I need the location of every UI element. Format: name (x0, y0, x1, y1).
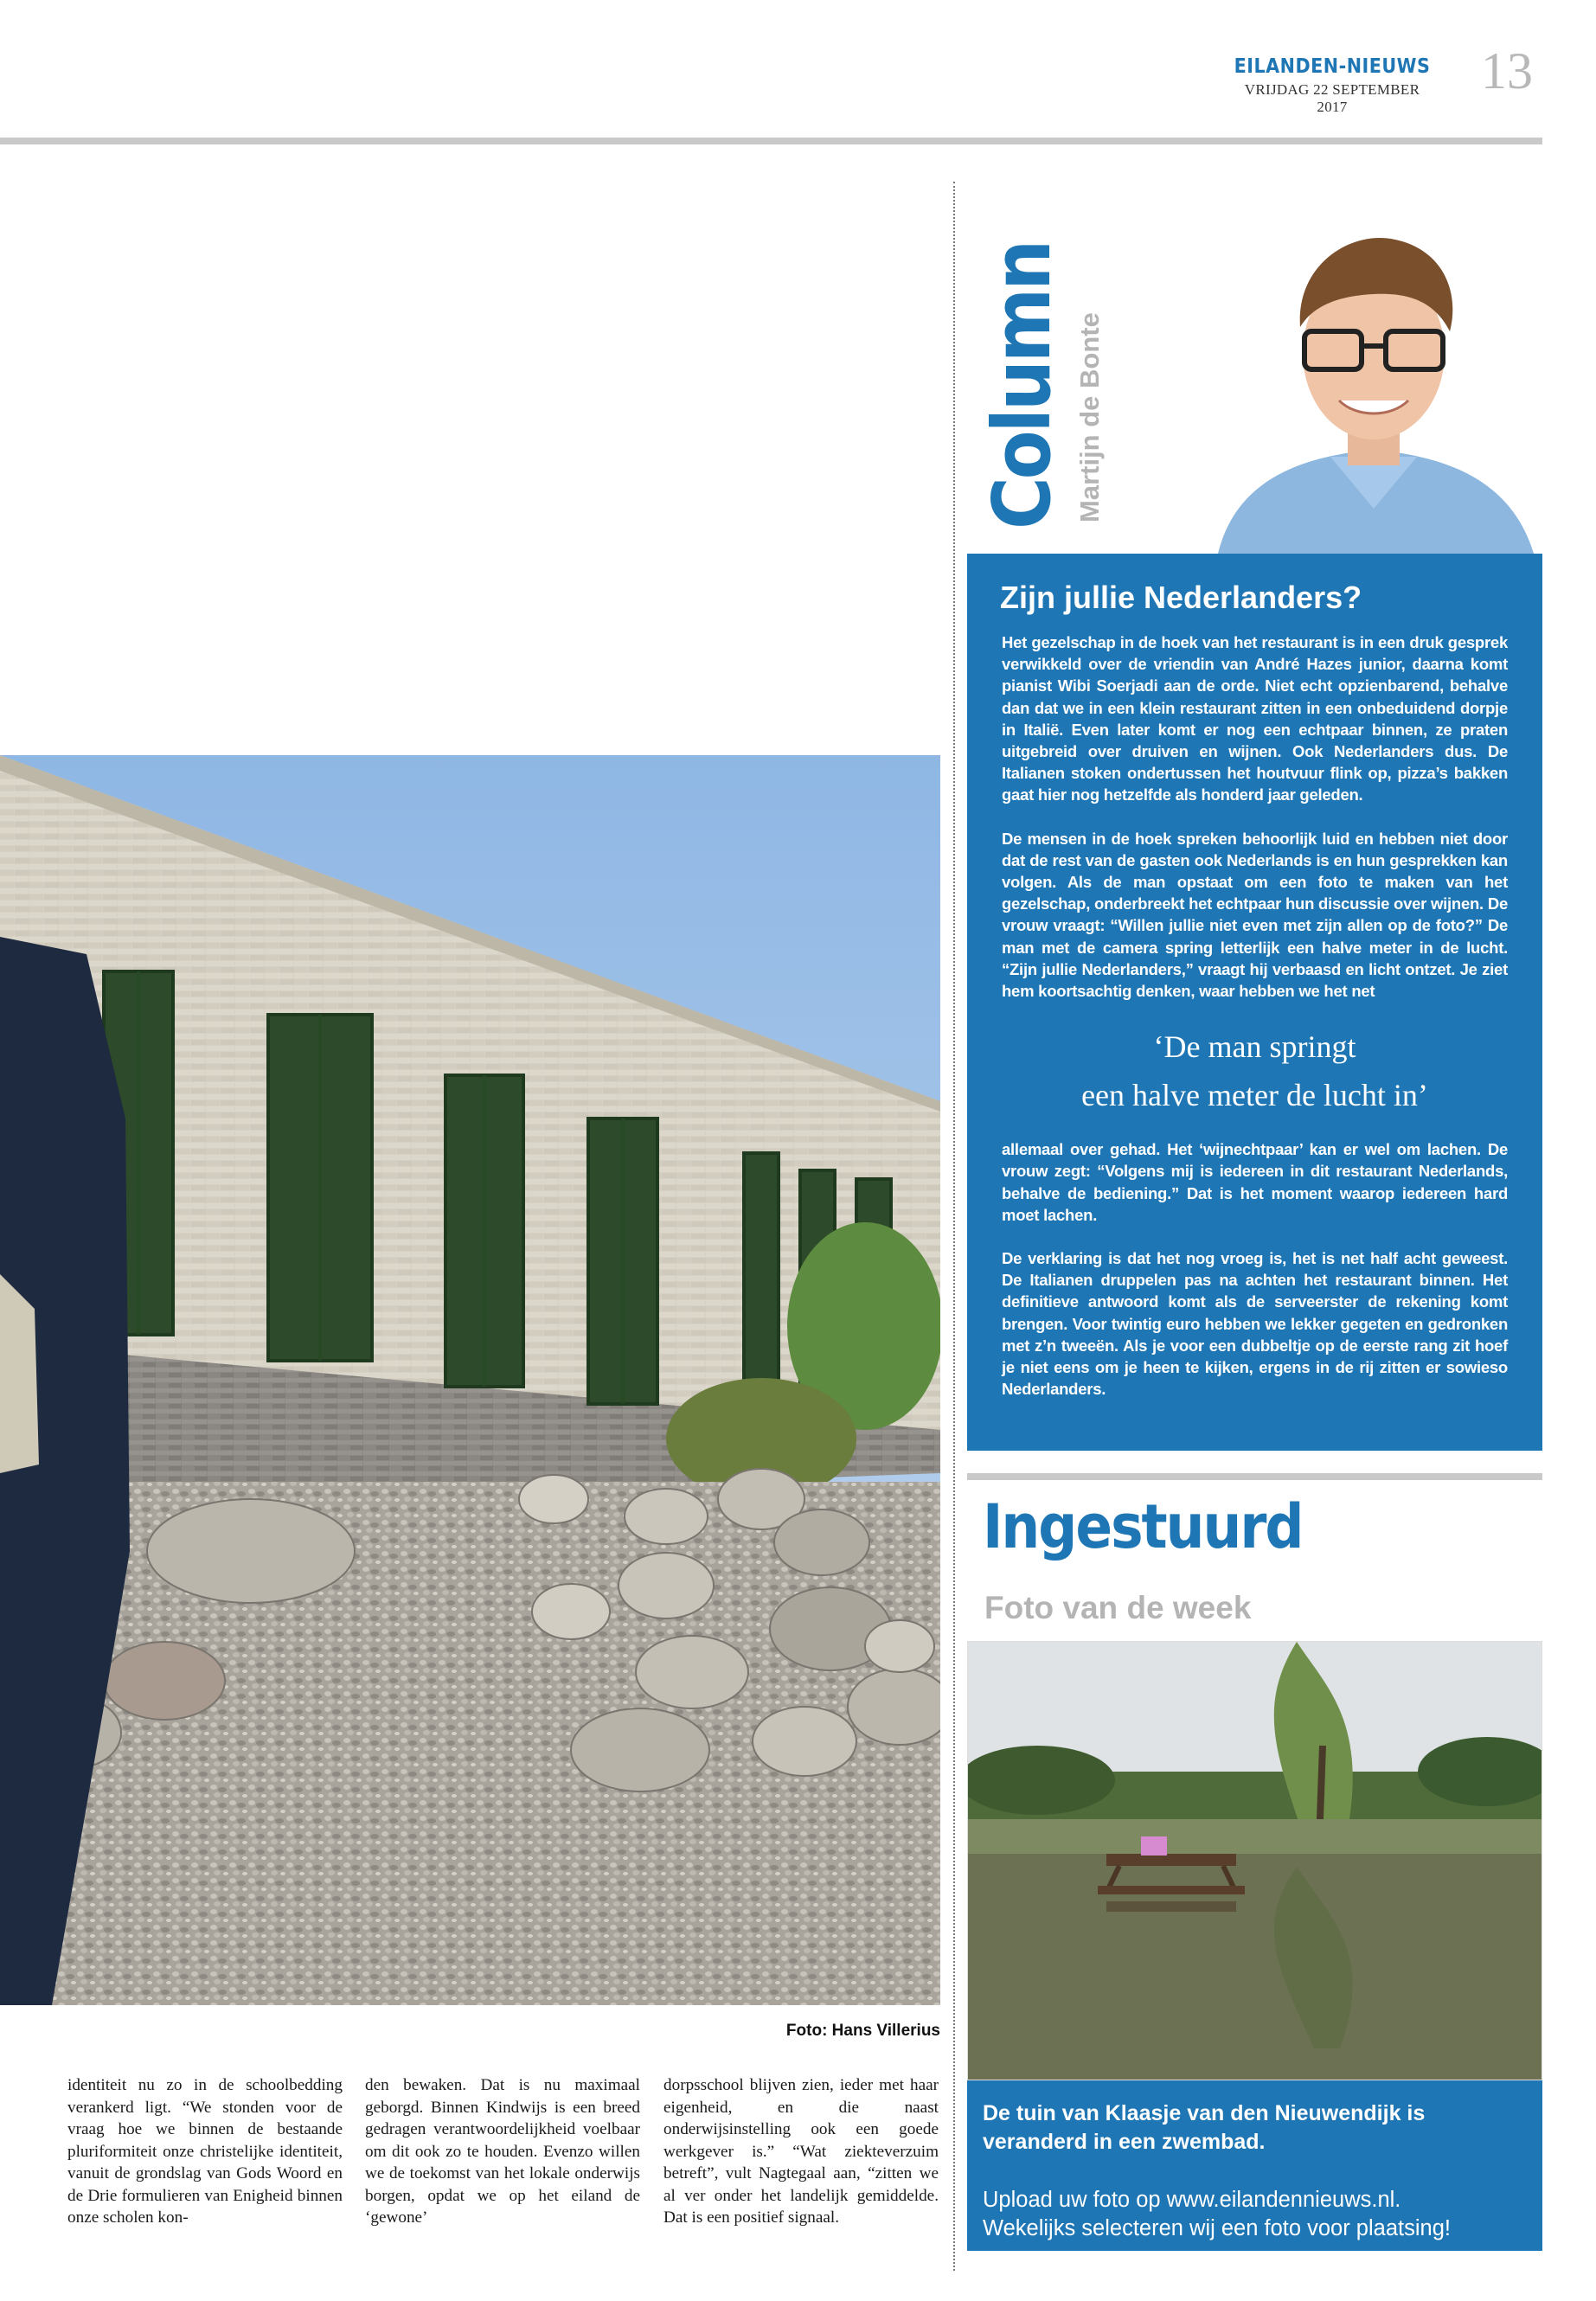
column-box (967, 554, 1542, 1451)
article-column-1: identiteit nu zo in de schoolbedding verankerd ligt. “We stonden voor de vraag hoe we binnen de bestaande pluriformiteit onze christelijke identiteit, vanuit de grondslag van Gods Woord en de Drie formulieren van Enigheid binnen onze scholen kon- (67, 2076, 343, 2227)
photo-caption-text: De tuin van Klaasje van den Nieuwendijk is veranderd in een zwembad. (983, 2101, 1426, 2154)
column-separator (953, 182, 955, 2271)
photo-of-the-week-caption (967, 2080, 1542, 2251)
column-title: Zijn jullie Nederlanders? (1000, 580, 1362, 615)
header-rule (0, 138, 1542, 144)
column-paragraph-3: allemaal over gehad. Het ‘wijnechtpaar’ kan er wel om lachen. De vrouw zegt: “Volgens mij is iedereen in dit restaurant Nederlands, behalve de bediening.” Dat is het moment waarop iedereen hard moet lachen. (1002, 1140, 1508, 1224)
ingestuurd-rule (967, 1473, 1542, 1480)
photo-of-the-week (967, 1641, 1542, 2080)
upload-line-2: Wekelijks selecteren wij een foto voor plaatsing! (983, 2216, 1451, 2240)
pull-quote-line-1: ‘De man springt (1153, 1029, 1356, 1065)
ingestuurd-subheading: Foto van de week (984, 1590, 1252, 1625)
photo-credit: Foto: Hans Villerius (785, 2022, 940, 2040)
main-article-photo (0, 755, 940, 2005)
pull-quote (1002, 1022, 1508, 1119)
column-author: Martijn de Bonte (1074, 312, 1105, 522)
upload-line-1: Upload uw foto op www.eilandennieuws.nl. (983, 2188, 1401, 2212)
issue-date: VRIJDAG 22 SEPTEMBER 2017 (1244, 81, 1420, 115)
column-heading: Column (976, 241, 1068, 529)
article-column-2: den bewaken. Dat is nu maximaal geborgd. Binnen Kindwijs is een breed gedragen verantwoordelijkheid voelbaar om dit ook zo te houden. Evenzo willen we de toekomst van het lokale onderwijs borgen, opdat we op het eiland de ‘gewone’ (365, 2076, 640, 2227)
column-paragraph-4: De verklaring is dat het nog vroeg is, het is net half acht geweest. De Italianen druppelen pas na achten het restaurant binnen. Het definitieve antwoord komt als de serveerster de rekening komt brengen. Voor twintig euro hebben we lekker gegeten en gedronken met z’n tweeën. Als je voor een dubbeltje op de eerste rang zit hoef je niet eens om je heen te kijken, ergens in de rij zitten er sowieso Nederlanders. (1002, 1249, 1508, 1399)
newspaper-logo: EILANDEN-NIEUWS (1234, 55, 1431, 78)
masthead (1228, 55, 1436, 116)
author-portrait (1201, 223, 1542, 554)
ingestuurd-heading: Ingestuurd (983, 1491, 1303, 1562)
column-paragraph-2: De mensen in de hoek spreken behoorlijk luid en hebben niet door dat de rest van de gasten ook Nederlands is en hun gesprekken kan volgen. Als de man opstaat om een foto te maken van het gezelschap, onderbreekt het echtpaar hun discussie over wijnen. De vrouw vraagt: “Willen jullie niet even met zijn allen op de foto?” De man met de camera spring letterlijk een halve meter in de lucht. “Zijn jullie Nederlanders,” vraagt hij verbaasd en licht ontzet. Je ziet hem koortsachtig denken, waar hebben we het net (1002, 829, 1508, 1001)
article-column-3: dorpsschool blijven zien, ieder met haar eigenheid, en die naast onderwijsinstelling ook een goede werkgever is.” “Wat ziekteverzuim betreft”, vult Nagtegaal aan, “zitten we al ver onder het landelijk gemiddelde. Dat is een positief signaal. (663, 2076, 939, 2227)
pull-quote-line-2: een halve meter de lucht in’ (1081, 1078, 1428, 1113)
page-number: 13 (1481, 42, 1533, 99)
upload-instructions (983, 2186, 1527, 2243)
column-paragraph-1: Het gezelschap in de hoek van het restaurant is in een druk gesprek verwikkeld over de vriendin van André Hazes junior, daarna komt pianist Wibi Soerjadi aan de orde. Niet echt opzienbarend, behalve dan dat we in een klein restaurant zitten in een onbeduidend dorpje in Italië. Even later komt er nog een echtpaar binnen, ze praten uitgebreid over druiven en wijnen. Ook Nederlanders dus. De Italianen stoken ondertussen het houtvuur flink op, pizza’s bakken gaat hier nog hetzelfde als honderd jaar geleden. (1002, 633, 1508, 804)
